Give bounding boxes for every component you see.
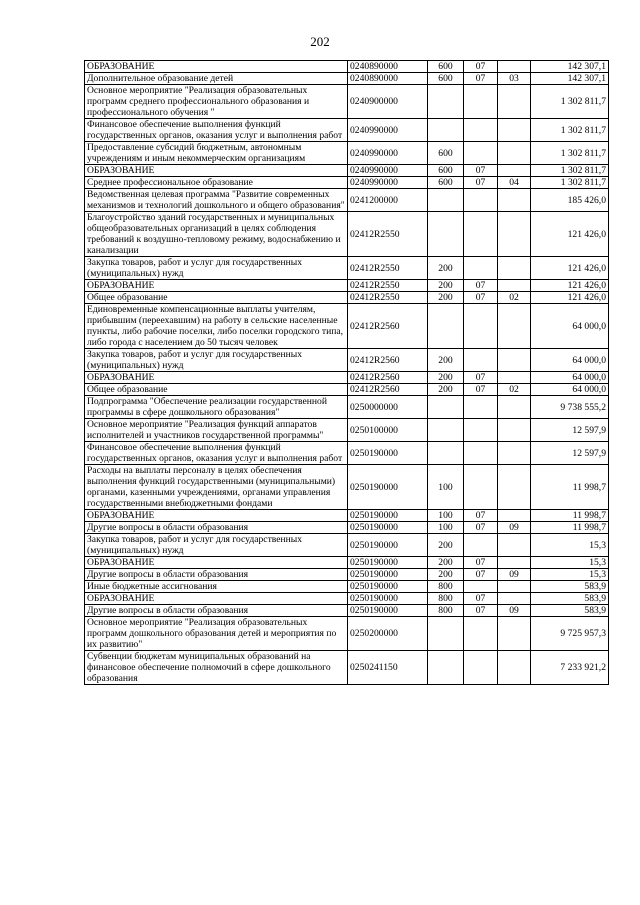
subsection-cell <box>498 372 531 384</box>
subsection-cell: 09 <box>498 522 531 534</box>
amount-cell: 583,9 <box>531 605 609 617</box>
amount-cell: 12 597,9 <box>531 419 609 442</box>
subsection-cell <box>498 617 531 651</box>
subsection-cell <box>498 257 531 280</box>
section-cell: 07 <box>464 61 498 73</box>
row-name-cell: Расходы на выплаты персоналу в целях обеспечения выполнения функций государственными (муниципальными) органами, казенными учреждениями, органами управления государственными внебюджетными фондами <box>85 465 348 510</box>
row-name-cell: ОБРАЗОВАНИЕ <box>85 61 348 73</box>
expense-type-cell: 200 <box>428 257 464 280</box>
row-name-cell: Общее образование <box>85 292 348 304</box>
amount-cell: 64 000,0 <box>531 372 609 384</box>
section-cell <box>464 212 498 257</box>
budget-table-body <box>85 61 609 685</box>
target-code-cell: 0250241150 <box>348 651 428 685</box>
target-code-cell: 0241200000 <box>348 189 428 212</box>
expense-type-cell: 100 <box>428 465 464 510</box>
subsection-cell <box>498 396 531 419</box>
section-cell: 07 <box>464 73 498 85</box>
subsection-cell: 09 <box>498 605 531 617</box>
subsection-cell <box>498 212 531 257</box>
row-name-cell: Предоставление субсидий бюджетным, автономным учреждениям и иным некоммерческим организациям <box>85 142 348 165</box>
expense-type-cell <box>428 212 464 257</box>
table-row <box>85 165 609 177</box>
target-code-cell: 0250190000 <box>348 557 428 569</box>
row-name-cell: Подпрограмма "Обеспечение реализации государственной программы в сфере дошкольного образования" <box>85 396 348 419</box>
amount-cell: 1 302 811,7 <box>531 85 609 119</box>
subsection-cell <box>498 189 531 212</box>
table-row <box>85 257 609 280</box>
table-row <box>85 292 609 304</box>
expense-type-cell <box>428 189 464 212</box>
budget-table <box>84 60 609 685</box>
row-name-cell: Дополнительное образование детей <box>85 73 348 85</box>
amount-cell: 1 302 811,7 <box>531 119 609 142</box>
expense-type-cell <box>428 304 464 349</box>
subsection-cell <box>498 419 531 442</box>
row-name-cell: Иные бюджетные ассигнования <box>85 581 348 593</box>
row-name-cell: Закупка товаров, работ и услуг для государственных (муниципальных) нужд <box>85 257 348 280</box>
section-cell <box>464 396 498 419</box>
expense-type-cell <box>428 419 464 442</box>
section-cell <box>464 85 498 119</box>
table-row <box>85 73 609 85</box>
expense-type-cell: 200 <box>428 372 464 384</box>
amount-cell: 15,3 <box>531 534 609 557</box>
amount-cell: 185 426,0 <box>531 189 609 212</box>
subsection-cell <box>498 304 531 349</box>
target-code-cell: 0240890000 <box>348 73 428 85</box>
table-row <box>85 142 609 165</box>
amount-cell: 1 302 811,7 <box>531 142 609 165</box>
amount-cell: 121 426,0 <box>531 257 609 280</box>
section-cell: 07 <box>464 280 498 292</box>
section-cell: 07 <box>464 292 498 304</box>
table-row <box>85 177 609 189</box>
section-cell <box>464 465 498 510</box>
target-code-cell: 0240900000 <box>348 85 428 119</box>
section-cell: 07 <box>464 165 498 177</box>
target-code-cell: 0240990000 <box>348 119 428 142</box>
section-cell <box>464 189 498 212</box>
section-cell <box>464 257 498 280</box>
target-code-cell: 0250190000 <box>348 522 428 534</box>
table-row <box>85 510 609 522</box>
target-code-cell: 0250190000 <box>348 442 428 465</box>
row-name-cell: ОБРАЗОВАНИЕ <box>85 372 348 384</box>
expense-type-cell <box>428 651 464 685</box>
section-cell <box>464 349 498 372</box>
target-code-cell: 02412R2560 <box>348 349 428 372</box>
target-code-cell: 02412R2560 <box>348 384 428 396</box>
amount-cell: 11 998,7 <box>531 510 609 522</box>
row-name-cell: ОБРАЗОВАНИЕ <box>85 280 348 292</box>
amount-cell: 11 998,7 <box>531 465 609 510</box>
section-cell <box>464 651 498 685</box>
expense-type-cell: 200 <box>428 292 464 304</box>
expense-type-cell: 200 <box>428 569 464 581</box>
target-code-cell: 0250190000 <box>348 534 428 557</box>
target-code-cell: 02412R2550 <box>348 292 428 304</box>
target-code-cell: 0240990000 <box>348 177 428 189</box>
row-name-cell: Благоустройство зданий государственных и муниципальных общеобразовательных организаций в целях соблюдения требований к воздушно-тепловому режиму, водоснабжению и канализации <box>85 212 348 257</box>
table-row <box>85 581 609 593</box>
subsection-cell: 02 <box>498 292 531 304</box>
amount-cell: 15,3 <box>531 557 609 569</box>
expense-type-cell: 600 <box>428 142 464 165</box>
table-row <box>85 593 609 605</box>
row-name-cell: ОБРАЗОВАНИЕ <box>85 165 348 177</box>
table-row <box>85 534 609 557</box>
section-cell <box>464 617 498 651</box>
target-code-cell: 0250190000 <box>348 569 428 581</box>
table-row <box>85 189 609 212</box>
expense-type-cell: 200 <box>428 384 464 396</box>
row-name-cell: Финансовое обеспечение выполнения функций государственных органов, оказания услуг и выполнения работ <box>85 119 348 142</box>
table-row <box>85 569 609 581</box>
section-cell: 07 <box>464 605 498 617</box>
subsection-cell <box>498 581 531 593</box>
amount-cell: 142 307,1 <box>531 61 609 73</box>
target-code-cell: 02412R2560 <box>348 372 428 384</box>
section-cell: 07 <box>464 522 498 534</box>
section-cell: 07 <box>464 510 498 522</box>
section-cell: 07 <box>464 557 498 569</box>
target-code-cell: 0240890000 <box>348 61 428 73</box>
table-row <box>85 617 609 651</box>
subsection-cell <box>498 557 531 569</box>
section-cell: 07 <box>464 177 498 189</box>
row-name-cell: Субвенции бюджетам муниципальных образований на финансовое обеспечение полномочий в сфере дошкольного образования <box>85 651 348 685</box>
expense-type-cell: 100 <box>428 522 464 534</box>
target-code-cell: 02412R2550 <box>348 280 428 292</box>
table-row <box>85 280 609 292</box>
table-row <box>85 396 609 419</box>
amount-cell: 121 426,0 <box>531 280 609 292</box>
row-name-cell: Другие вопросы в области образования <box>85 605 348 617</box>
subsection-cell <box>498 61 531 73</box>
subsection-cell <box>498 142 531 165</box>
row-name-cell: Финансовое обеспечение выполнения функций государственных органов, оказания услуг и выполнения работ <box>85 442 348 465</box>
target-code-cell: 02412R2550 <box>348 257 428 280</box>
table-row <box>85 465 609 510</box>
subsection-cell <box>498 85 531 119</box>
section-cell <box>464 142 498 165</box>
page-number: 202 <box>310 34 330 49</box>
expense-type-cell: 200 <box>428 534 464 557</box>
row-name-cell: Основное мероприятие "Реализация образовательных программ дошкольного образования детей и мероприятия по их развитию" <box>85 617 348 651</box>
expense-type-cell: 100 <box>428 510 464 522</box>
amount-cell: 9 738 555,2 <box>531 396 609 419</box>
amount-cell: 12 597,9 <box>531 442 609 465</box>
expense-type-cell: 800 <box>428 581 464 593</box>
table-row <box>85 212 609 257</box>
amount-cell: 121 426,0 <box>531 212 609 257</box>
section-cell <box>464 442 498 465</box>
amount-cell: 142 307,1 <box>531 73 609 85</box>
expense-type-cell: 200 <box>428 349 464 372</box>
table-row <box>85 651 609 685</box>
table-row <box>85 384 609 396</box>
amount-cell: 9 725 957,3 <box>531 617 609 651</box>
expense-type-cell: 600 <box>428 61 464 73</box>
expense-type-cell: 600 <box>428 177 464 189</box>
expense-type-cell: 200 <box>428 280 464 292</box>
subsection-cell: 04 <box>498 177 531 189</box>
target-code-cell: 0250190000 <box>348 593 428 605</box>
row-name-cell: Другие вопросы в области образования <box>85 569 348 581</box>
row-name-cell: Ведомственная целевая программа "Развитие современных механизмов и технологий дошкольного и общего образования" <box>85 189 348 212</box>
section-cell <box>464 119 498 142</box>
amount-cell: 64 000,0 <box>531 349 609 372</box>
section-cell: 07 <box>464 593 498 605</box>
expense-type-cell <box>428 617 464 651</box>
section-cell <box>464 304 498 349</box>
expense-type-cell <box>428 396 464 419</box>
table-row <box>85 61 609 73</box>
amount-cell: 7 233 921,2 <box>531 651 609 685</box>
section-cell <box>464 419 498 442</box>
subsection-cell <box>498 442 531 465</box>
table-row <box>85 372 609 384</box>
expense-type-cell <box>428 85 464 119</box>
amount-cell: 583,9 <box>531 593 609 605</box>
table-row <box>85 522 609 534</box>
subsection-cell: 09 <box>498 569 531 581</box>
target-code-cell: 0250000000 <box>348 396 428 419</box>
table-row <box>85 557 609 569</box>
subsection-cell: 03 <box>498 73 531 85</box>
row-name-cell: ОБРАЗОВАНИЕ <box>85 557 348 569</box>
row-name-cell: Основное мероприятие "Реализация функций аппаратов исполнителей и участников государственной программы" <box>85 419 348 442</box>
subsection-cell <box>498 465 531 510</box>
target-code-cell: 0250100000 <box>348 419 428 442</box>
row-name-cell: Среднее профессиональное образование <box>85 177 348 189</box>
row-name-cell: Другие вопросы в области образования <box>85 522 348 534</box>
subsection-cell <box>498 349 531 372</box>
amount-cell: 64 000,0 <box>531 384 609 396</box>
row-name-cell: ОБРАЗОВАНИЕ <box>85 593 348 605</box>
expense-type-cell: 800 <box>428 605 464 617</box>
expense-type-cell: 600 <box>428 165 464 177</box>
expense-type-cell: 800 <box>428 593 464 605</box>
target-code-cell: 02412R2550 <box>348 212 428 257</box>
table-row <box>85 119 609 142</box>
amount-cell: 1 302 811,7 <box>531 177 609 189</box>
subsection-cell <box>498 165 531 177</box>
amount-cell: 64 000,0 <box>531 304 609 349</box>
target-code-cell: 02412R2560 <box>348 304 428 349</box>
subsection-cell <box>498 651 531 685</box>
target-code-cell: 0250190000 <box>348 510 428 522</box>
target-code-cell: 0240990000 <box>348 142 428 165</box>
row-name-cell: Основное мероприятие "Реализация образовательных программ среднего профессионального образования и профессионального обучения " <box>85 85 348 119</box>
target-code-cell: 0240990000 <box>348 165 428 177</box>
row-name-cell: Закупка товаров, работ и услуг для государственных (муниципальных) нужд <box>85 349 348 372</box>
table-row <box>85 349 609 372</box>
amount-cell: 121 426,0 <box>531 292 609 304</box>
target-code-cell: 0250190000 <box>348 581 428 593</box>
section-cell: 07 <box>464 372 498 384</box>
table-row <box>85 419 609 442</box>
section-cell: 07 <box>464 384 498 396</box>
section-cell <box>464 581 498 593</box>
table-row <box>85 442 609 465</box>
subsection-cell <box>498 593 531 605</box>
subsection-cell: 02 <box>498 384 531 396</box>
target-code-cell: 0250190000 <box>348 605 428 617</box>
target-code-cell: 0250190000 <box>348 465 428 510</box>
subsection-cell <box>498 119 531 142</box>
table-row <box>85 605 609 617</box>
subsection-cell <box>498 510 531 522</box>
row-name-cell: Закупка товаров, работ и услуг для государственных (муниципальных) нужд <box>85 534 348 557</box>
subsection-cell <box>498 534 531 557</box>
expense-type-cell: 200 <box>428 557 464 569</box>
section-cell <box>464 534 498 557</box>
target-code-cell: 0250200000 <box>348 617 428 651</box>
amount-cell: 11 998,7 <box>531 522 609 534</box>
row-name-cell: ОБРАЗОВАНИЕ <box>85 510 348 522</box>
expense-type-cell <box>428 119 464 142</box>
expense-type-cell: 600 <box>428 73 464 85</box>
section-cell: 07 <box>464 569 498 581</box>
row-name-cell: Единовременные компенсационные выплаты учителям, прибывшим (переехавшим) на работу в сельские населенные пункты, либо рабочие поселки, либо поселки городского типа, либо города с населением до 50 тысяч человек <box>85 304 348 349</box>
amount-cell: 15,3 <box>531 569 609 581</box>
subsection-cell <box>498 280 531 292</box>
amount-cell: 583,9 <box>531 581 609 593</box>
expense-type-cell <box>428 442 464 465</box>
table-row <box>85 304 609 349</box>
row-name-cell: Общее образование <box>85 384 348 396</box>
amount-cell: 1 302 811,7 <box>531 165 609 177</box>
table-row <box>85 85 609 119</box>
